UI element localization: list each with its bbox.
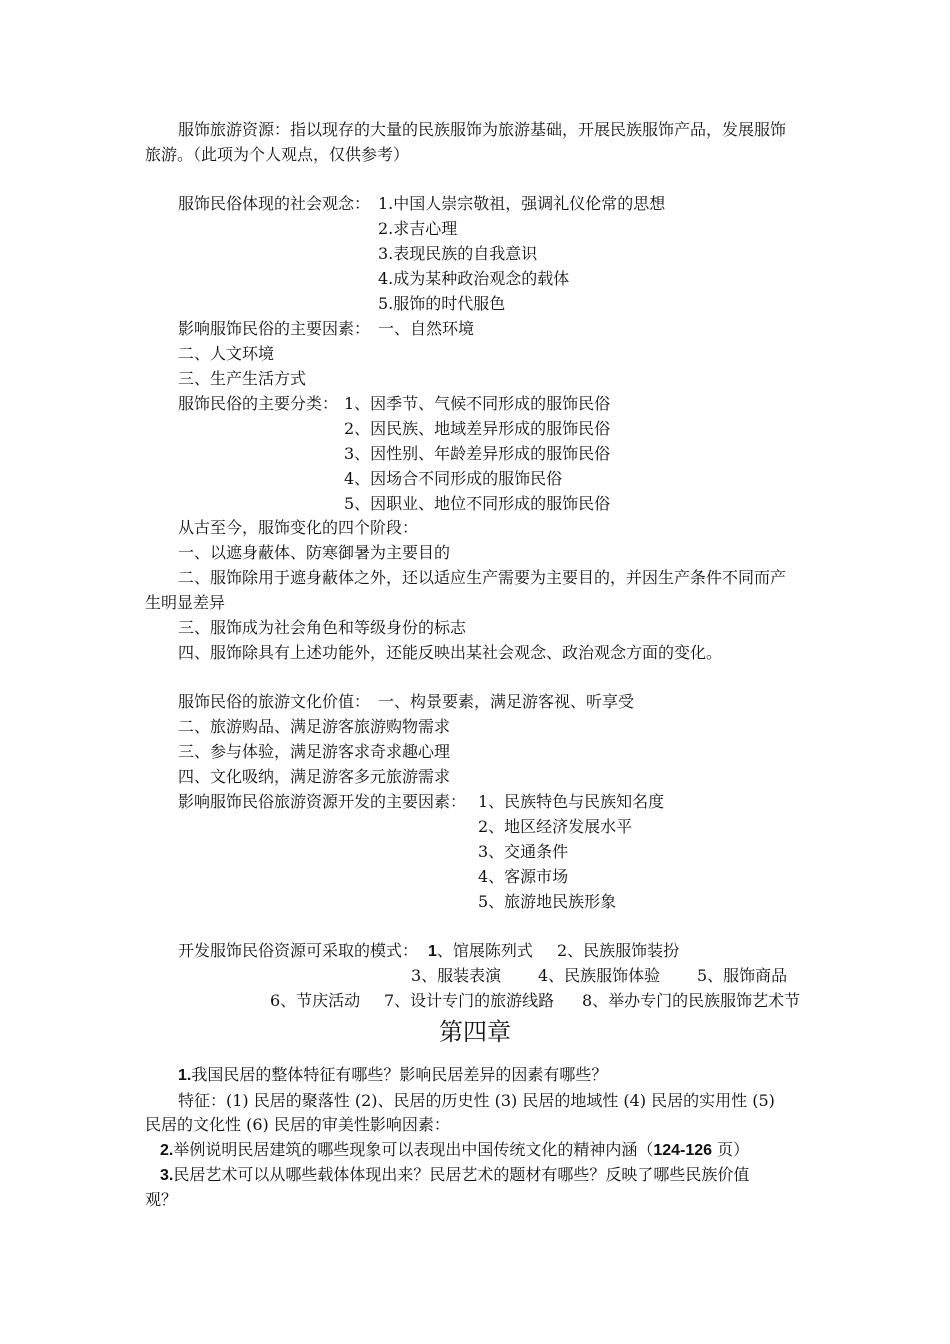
social-concept-item: 3.表现民族的自我意识 xyxy=(378,244,538,263)
chapter-title: 第四章 xyxy=(439,1018,511,1046)
stage-item-cont: 生明显差异 xyxy=(145,593,226,612)
tourism-value-item: 二、旅游购品、满足游客旅游购物需求 xyxy=(178,717,451,736)
categories-lead: 服饰民俗的主要分类： xyxy=(178,394,339,413)
tourism-value-lead: 服饰民俗的旅游文化价值： xyxy=(178,692,371,711)
mode-item-7: 7、设计专门的旅游线路 xyxy=(384,991,555,1010)
mode-item-8: 8、举办专门的民族服饰艺术节 xyxy=(582,991,801,1010)
category-item: 4、因场合不同形成的服饰民俗 xyxy=(344,469,563,488)
category-item: 5、因职业、地位不同形成的服饰民俗 xyxy=(344,494,611,513)
question-2 xyxy=(160,1139,749,1162)
category-item: 2、因民族、地域差异形成的服饰民俗 xyxy=(344,419,611,438)
mode-item-5: 5、服饰商品 xyxy=(697,966,788,985)
mode-item-4: 4、民族服饰体验 xyxy=(538,966,661,985)
question-text: 举例说明民居建筑的哪些现象可以表现出中国传统文化的精神内涵（ xyxy=(173,1140,654,1159)
stage-item: 二、服饰除用于遮身蔽体之外，还以适应生产需要为主要目的，并因生产条件不同而产 xyxy=(178,568,787,587)
dev-factor-item: 1、民族特色与民族知名度 xyxy=(478,792,665,811)
mode-item-6: 6、节庆活动 xyxy=(270,991,361,1010)
tourism-value-item: 三、参与体验，满足游客求奇求趣心理 xyxy=(178,742,451,761)
factor-item: 三、生产生活方式 xyxy=(178,369,307,388)
dev-factor-item: 2、地区经济发展水平 xyxy=(478,817,633,836)
resource-line-2: 旅游。（此项为个人观点，仅供参考） xyxy=(145,145,410,164)
question-number: 3. xyxy=(160,1167,174,1184)
social-concept-item: 1.中国人崇宗敬祖，强调礼仪伦常的思想 xyxy=(378,194,666,213)
question-tail: 页） xyxy=(712,1140,750,1159)
mode-item-2: 2、民族服饰装扮 xyxy=(557,941,680,960)
category-item: 3、因性别、年龄差异形成的服饰民俗 xyxy=(344,444,611,463)
mode-item-1 xyxy=(428,940,533,963)
social-concept-item: 5.服饰的时代服色 xyxy=(378,294,506,313)
page-range: 124-126 xyxy=(653,1142,713,1159)
question-text: 我国民居的整体特征有哪些？影响民居差异的因素有哪些？ xyxy=(191,1065,608,1084)
category-item: 1、因季节、气候不同形成的服饰民俗 xyxy=(344,394,611,413)
tourism-value-item: 一、构景要素，满足游客视、听享受 xyxy=(378,692,635,711)
mode-item-3: 3、服装表演 xyxy=(411,966,502,985)
question-number: 1. xyxy=(178,1067,192,1084)
stages-lead: 从古至今，服饰变化的四个阶段： xyxy=(178,518,419,537)
dev-factors-lead: 影响服饰民俗旅游资源开发的主要因素： xyxy=(178,792,467,811)
answer-1-line-2: 民居的文化性 (6) 民居的审美性影响因素： xyxy=(145,1115,450,1134)
factor-item: 二、人文环境 xyxy=(178,344,275,363)
dev-factor-item: 5、旅游地民族形象 xyxy=(478,892,617,911)
question-text: 民居艺术可以从哪些载体体现出来？民居艺术的题材有哪些？反映了哪些民族价值 xyxy=(173,1165,750,1184)
mode-number: 1 xyxy=(428,943,437,960)
stage-item: 三、服饰成为社会角色和等级身份的标志 xyxy=(178,618,467,637)
social-concept-item: 2.求吉心理 xyxy=(378,219,458,238)
question-3-cont: 观？ xyxy=(145,1190,178,1209)
dev-factor-item: 4、客源市场 xyxy=(478,867,569,886)
social-concepts-lead: 服饰民俗体现的社会观念： xyxy=(178,194,371,213)
mode-text: 、馆展陈列式 xyxy=(436,941,533,960)
resource-line-1: 服饰旅游资源：指以现存的大量的民族服饰为旅游基础，开展民族服饰产品，发展服饰 xyxy=(178,120,787,139)
question-1 xyxy=(178,1064,607,1087)
stage-item: 四、服饰除具有上述功能外，还能反映出某社会观念、政治观念方面的变化。 xyxy=(178,643,723,662)
social-concept-item: 4.成为某种政治观念的载体 xyxy=(378,269,570,288)
tourism-value-item: 四、文化吸纳，满足游客多元旅游需求 xyxy=(178,767,451,786)
answer-1-line-1: 特征：(1) 民居的聚落性 (2)、民居的历史性 (3) 民居的地域性 (4) 民居的实用性 (5) xyxy=(178,1091,775,1110)
modes-lead: 开发服饰民俗资源可采取的模式： xyxy=(178,941,419,960)
factor-item: 一、自然环境 xyxy=(378,319,475,338)
question-3 xyxy=(160,1164,749,1187)
question-number: 2. xyxy=(160,1142,174,1159)
factors-lead: 影响服饰民俗的主要因素： xyxy=(178,319,371,338)
stage-item: 一、以遮身蔽体、防寒御暑为主要目的 xyxy=(178,543,451,562)
dev-factor-item: 3、交通条件 xyxy=(478,842,569,861)
